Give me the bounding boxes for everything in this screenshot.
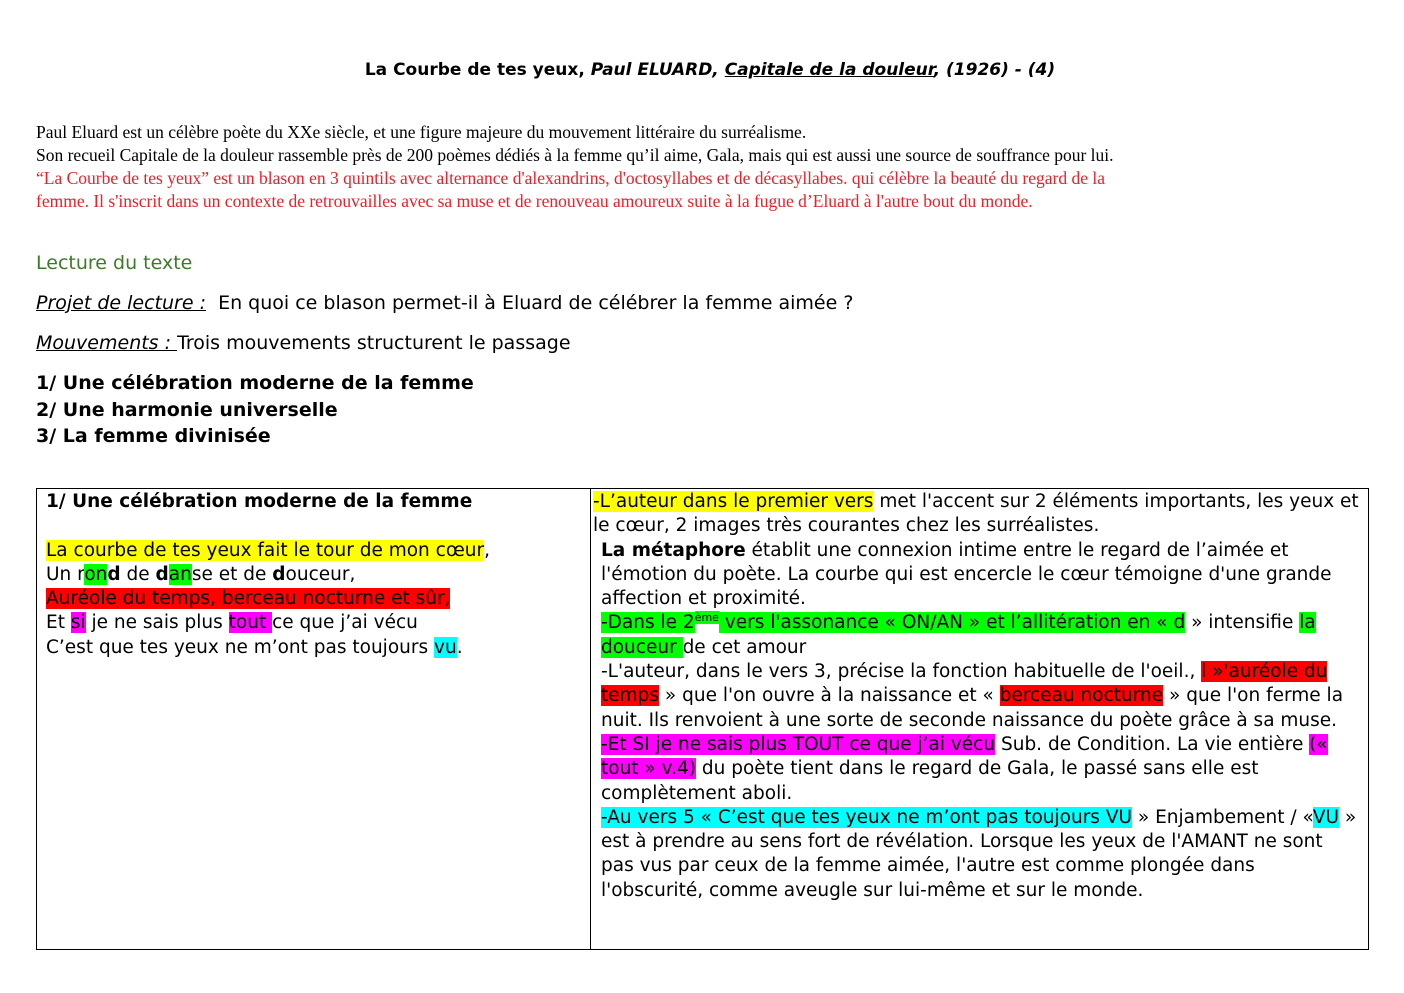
document-title (0, 60, 1404, 80)
poem-verse-2: Un rond de danse et de douceur, (46, 563, 356, 585)
poem-heading: 1/ Une célébration moderne de la femme (46, 491, 473, 512)
intro-line-1: Paul Eluard est un célèbre poète du XXe siècle, et une figure majeure du mouvement littéraire du surréalisme. (36, 122, 807, 142)
poem-verse-3: Auréole du temps, berceau nocturne et sûr, (46, 588, 451, 610)
mouvements-text: Trois mouvements structurent le passage (177, 332, 571, 354)
movement-item: 2/ Une harmonie universelle (36, 398, 338, 421)
movement-item: 1/ Une célébration moderne de la femme (36, 372, 474, 394)
intro-paragraph (36, 121, 1386, 213)
analysis-table (36, 488, 1369, 950)
poem-column (37, 489, 591, 949)
projet-label: Projet de lecture : (36, 292, 206, 314)
analysis-column (591, 489, 1368, 949)
projet-text: En quoi ce blason permet-il à Eluard de célébrer la femme aimée ? (206, 292, 854, 314)
title-poem: La Courbe de tes yeux, (364, 60, 591, 80)
title-author: Paul ELUARD, (590, 60, 725, 80)
analysis-p6: -Au vers 5 « C’est que tes yeux ne m’ont pas toujours VU » Enjambement / «VU » est à prendre au sens fort de révélation. Lorsque les yeux de l'AMANT ne sont pas vus par ceux de la femme aimée, l'autre est comme plongée dans l'obscurité, comme aveugle sur lui-même et sur le monde. (601, 806, 1357, 901)
analysis-p5: -Et SI je ne sais plus TOUT ce que j’ai vécu Sub. de Condition. La vie entière (« tout » v.4) du poète tient dans le regard de Gala, le passé sans elle est complètement aboli. (601, 733, 1328, 804)
intro-line-2: Son recueil Capitale de la douleur rassemble près de 200 poèmes dédiés à la femme qu’il aime, Gala, mais qui est aussi une source de souffrance pour lui. (36, 145, 1114, 165)
poem-verse-4: Et si je ne sais plus tout ce que j’ai vécu (46, 612, 418, 634)
analysis-p3: -Dans le 2ème vers l'assonance « ON/AN » et l’allitération en « d » intensifie la douceur de cet amour (601, 611, 1316, 658)
movement-item: 3/ La femme divinisée (36, 425, 271, 447)
mouvements (36, 332, 571, 354)
poem-verse-5: C’est que tes yeux ne m’ont pas toujours vu. (46, 636, 463, 658)
title-book: Capitale de la douleur (724, 60, 934, 80)
analysis-p2: La métaphore établit une connexion intime entre le regard de l’aimée et l'émotion du poète. La courbe qui est encercle le cœur témoigne d'une grande affection et proximité. (601, 539, 1332, 610)
mouvements-label: Mouvements : (36, 332, 178, 354)
poem-verse-1: La courbe de tes yeux fait le tour de mon cœur, (46, 539, 490, 561)
intro-red-line-1: “La Courbe de tes yeux” est un blason en 3 quintils avec alternance d'alexandrins, d'octosyllabes et de décasyllabes. qui célèbre la beauté du regard de la (36, 168, 1106, 188)
analysis-p4: -L'auteur, dans le vers 3, précise la fonction habituelle de l'oeil., l »'auréole du temps » que l'on ouvre à la naissance et « berceau nocturne » que l'on ferme la nuit. Ils renvoient à une sorte de seconde naissance du poète grâce à sa muse. (601, 661, 1344, 731)
projet-de-lecture (36, 292, 853, 314)
lecture-heading: Lecture du texte (36, 252, 193, 274)
analysis-p1: -L’auteur dans le premier vers met l'accent sur 2 éléments importants, les yeux et le cœur, 2 images très courantes chez les surréalistes. (593, 491, 1359, 537)
title-date: , (1926) - (4) (933, 60, 1056, 80)
movement-list (36, 370, 474, 450)
intro-red-line-2: femme. Il s'inscrit dans un contexte de retrouvailles avec sa muse et de renouveau amoureux suite à la fugue d’Eluard à l'autre bout du monde. (36, 191, 1033, 211)
verse-1-highlight: La courbe de tes yeux fait le tour de mon cœur (46, 539, 485, 561)
